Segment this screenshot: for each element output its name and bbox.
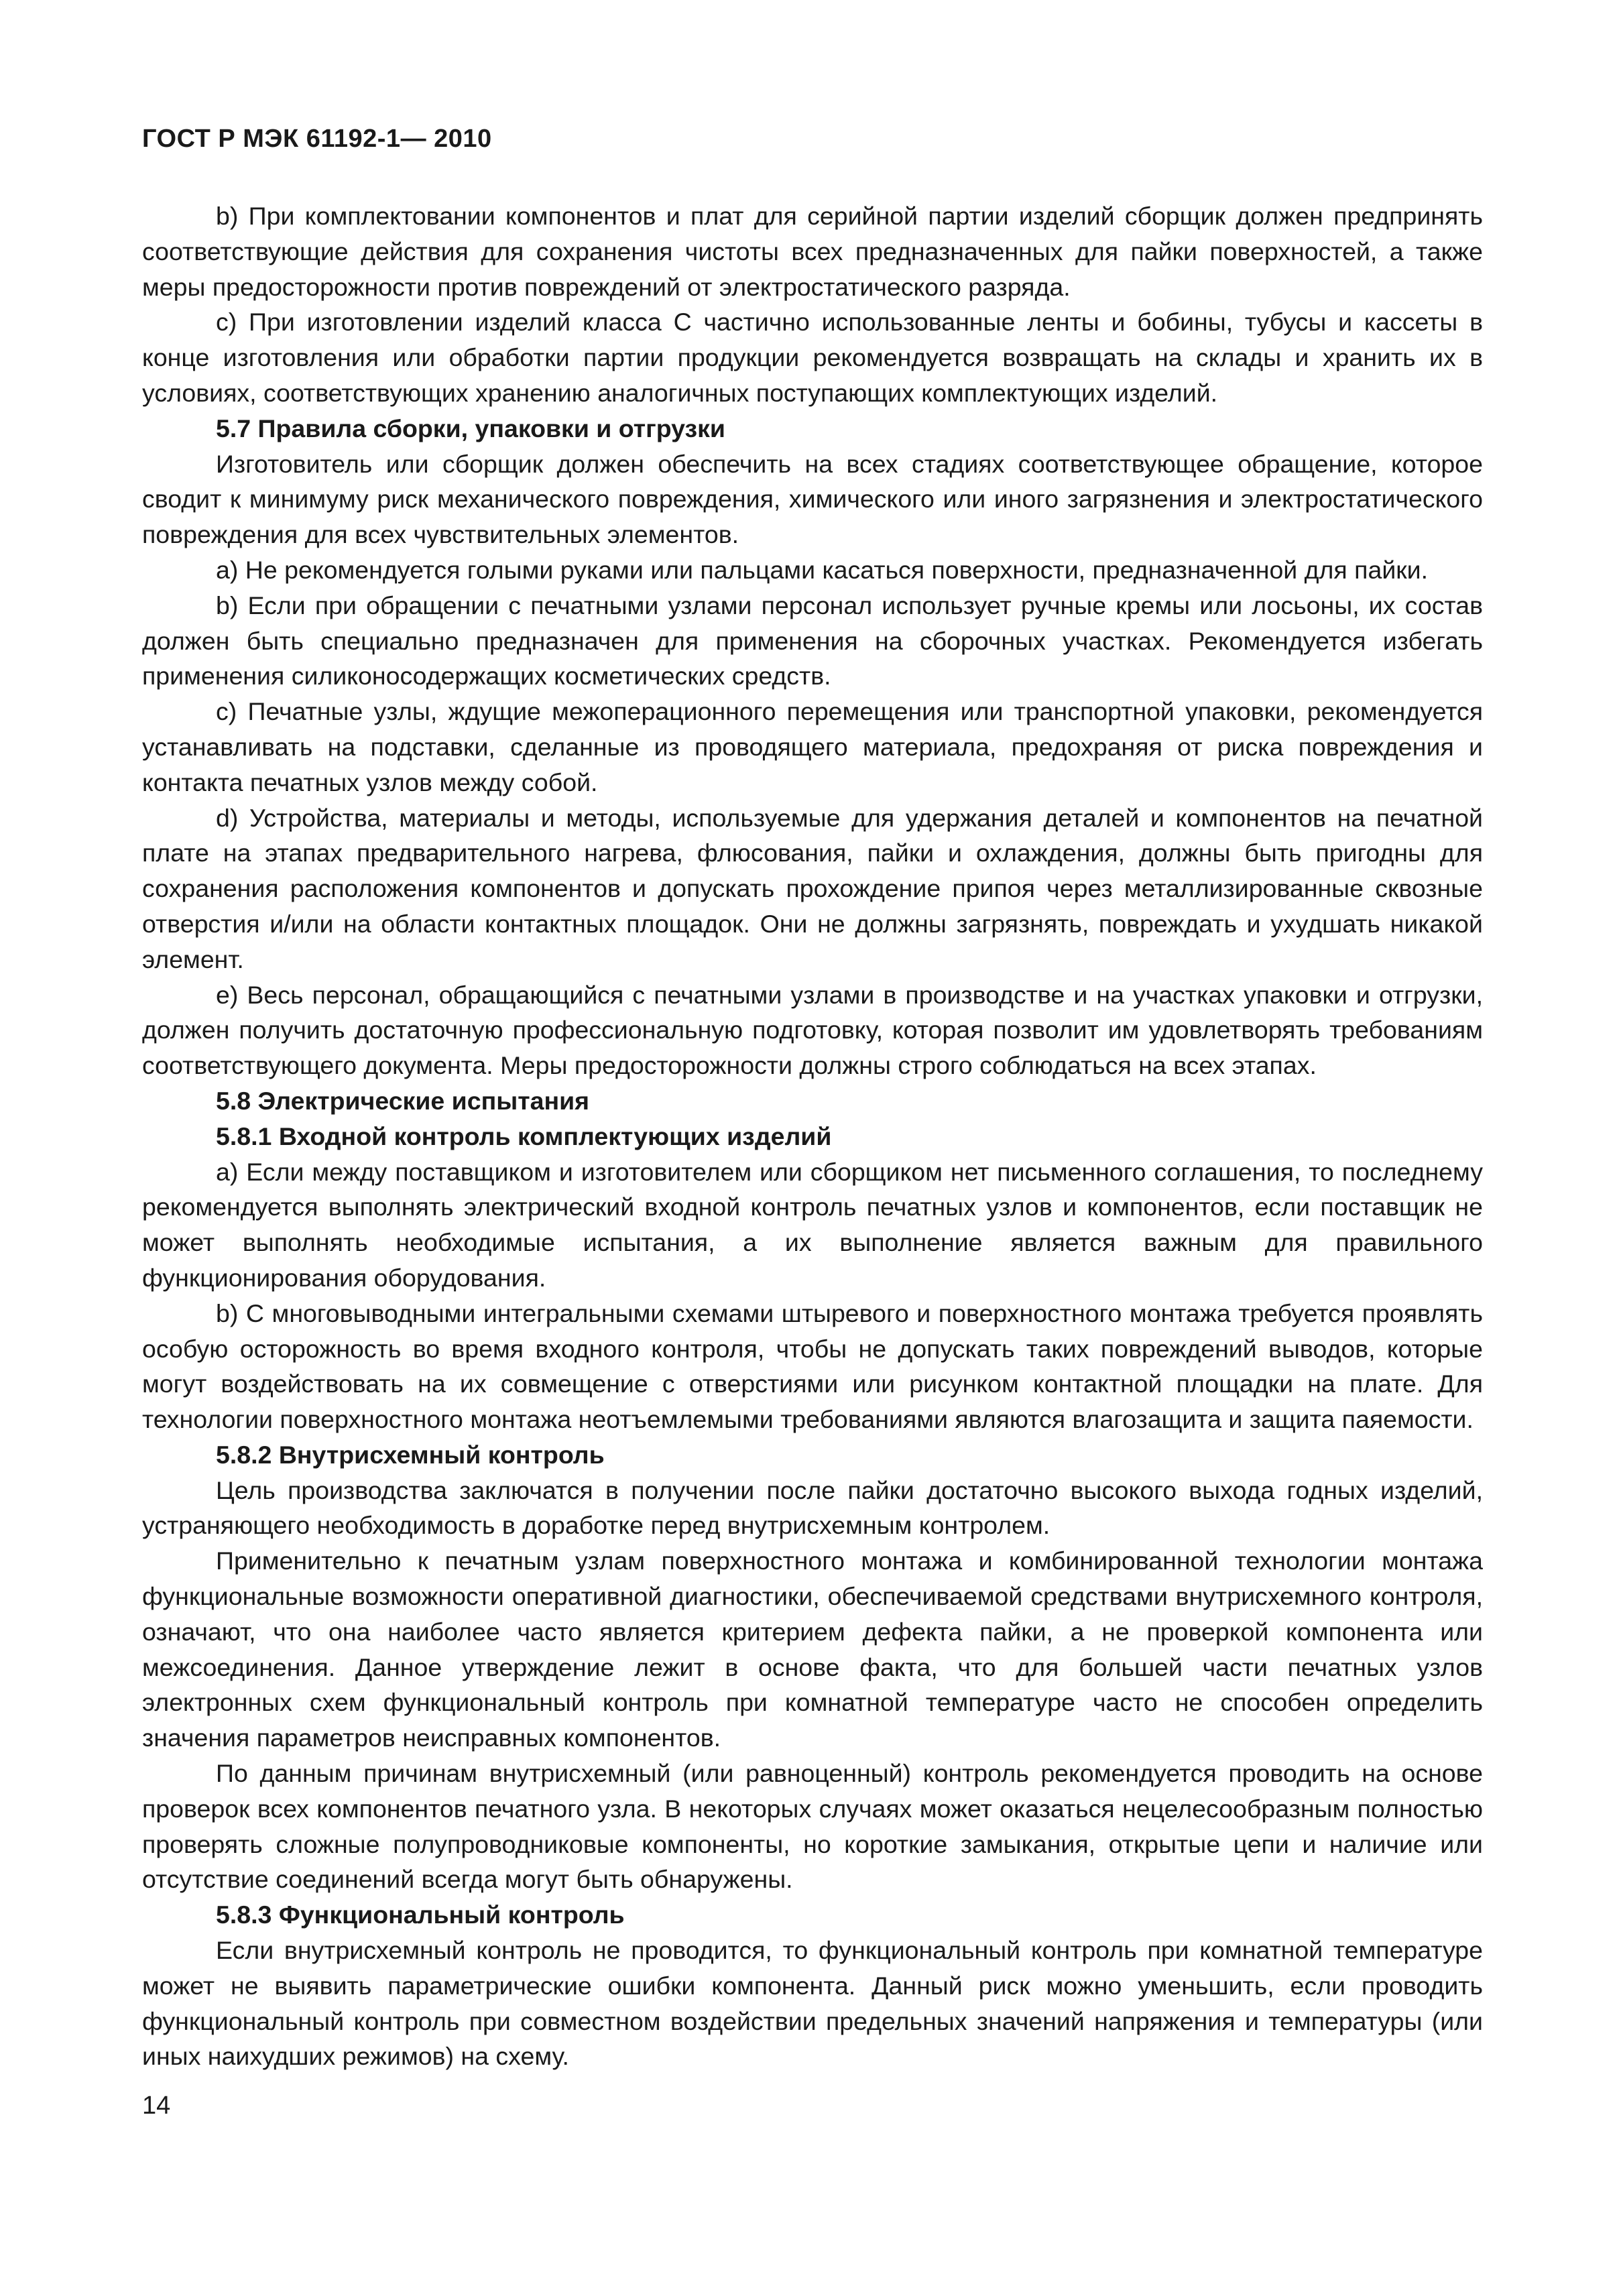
paragraph: b) С многовыводными интегральными схемами штыревого и поверхностного монтажа требуется проявлять особую осторожность во время входного контроля, чтобы не допускать таких повреждений выводов, которые могут воздействовать на их совмещение с отверстиями или рисунком контактной площадки на плате. Для технологии поверхностного монтажа неотъемлемыми требованиями являются влагозащита и защита паяемости. <box>142 1298 1483 1434</box>
paragraph: а) Если между поставщиком и изготовителем или сборщиком нет письменного соглашения, то последнему рекомендуется выполнять электрический входной контроль печатных узлов и компонентов, если поставщик не может выполнять необходимые испытания, а их выполнение является важным для правильного функционирования оборудования. <box>142 1157 1483 1292</box>
paragraph: Изготовитель или сборщик должен обеспечить на всех стадиях соответствующее обращение, которое сводит к минимуму риск механического повреждения, химического или иного загрязнения и электростатического повреждения для всех чувствительных элементов. <box>142 449 1483 549</box>
paragraph: b) Если при обращении с печатными узлами персонал использует ручные кремы или лосьоны, их состав должен быть специально предназначен для применения на сборочных участках. Рекомендуется избегать применения силиконосодержащих косметических средств. <box>142 591 1483 690</box>
paragraph: Применительно к печатным узлам поверхностного монтажа и комбинированной технологии монтажа функциональные возможности оперативной диагностики, обеспечиваемой средствами внутрисхемного контроля, означают, что она наиболее часто является критерием дефекта пайки, а не проверкой компонента или межсоединения. Данное утверждение лежит в основе факта, что для большей части печатных узлов электронных схем функциональный контроль при комнатной температуре часто не способен определить значения параметров неисправных компонентов. <box>142 1547 1483 1752</box>
subsection-heading: 5.8.1 Входной контроль комплектующих изделий <box>216 1122 832 1150</box>
paragraph: е) Весь персонал, обращающийся с печатными узлами в производстве и на участках упаковки и отгрузки, должен получить достаточную профессиональную подготовку, которая позволит им удовлетворять требованиям соответствующего документа. Меры предосторожности должны строго соблюдаться на всех этапах. <box>142 980 1483 1080</box>
document-body <box>142 198 1483 2074</box>
section-heading: 5.8 Электрические испытания <box>216 1086 590 1115</box>
paragraph: Цель производства заключатся в получении после пайки достаточно высокого выхода годных изделий, устраняющего необходимость в доработке перед внутрисхемным контролем. <box>142 1475 1483 1540</box>
page-number: 14 <box>142 2092 171 2120</box>
subsection-heading: 5.8.3 Функциональный контроль <box>216 1900 625 1929</box>
paragraph: с) Печатные узлы, ждущие межоперационного перемещения или транспортной упаковки, рекомендуется устанавливать на подставки, сделанные из проводящего материала, предохраняя от риска повреждения и контакта печатных узлов между собой. <box>142 697 1483 796</box>
paragraph: По данным причинам внутрисхемный (или равноценный) контроль рекомендуется проводить на основе проверок всех компонентов печатного узла. В некоторых случаях может оказаться нецелесообразным полностью проверять сложные полупроводниковые компоненты, но короткие замыкания, открытые цепи и наличие или отсутствие соединений всегда могут быть обнаружены. <box>142 1759 1483 1894</box>
section-heading: 5.7 Правила сборки, упаковки и отгрузки <box>216 414 725 442</box>
paragraph: с) При изготовлении изделий класса С частично использованные ленты и бобины, тубусы и кассеты в конце изготовления или обработки партии продукции рекомендуется возвращать на склады и хранить их в условиях, соответствующих хранению аналогичных поступающих комплектующих изделий. <box>142 308 1483 407</box>
paragraph: b) При комплектовании компонентов и плат для серийной партии изделий сборщик должен предпринять соответствующие действия для сохранения чистоты всех предназначенных для пайки поверхностей, а также меры предосторожности против повреждений от электростатического разряда. <box>142 202 1483 301</box>
paragraph: d) Устройства, материалы и методы, используемые для удержания деталей и компонентов на печатной плате на этапах предварительного нагрева, флюсования, пайки и охлаждения, должны быть пригодны для сохранения расположения компонентов и допускать прохождение припоя через металлизированные сквозные отверстия и/или на области контактных площадок. Они не должны загрязнять, повреждать и ухудшать никакой элемент. <box>142 803 1483 973</box>
document-header: ГОСТ Р МЭК 61192-1— 2010 <box>142 125 492 153</box>
paragraph: Если внутрисхемный контроль не проводится, то функциональный контроль при комнатной температуре может не выявить параметрические ошибки компонента. Данный риск можно уменьшить, если проводить функциональный контроль при совместном воздействии предельных значений напряжения и температуры (или иных наихудших режимов) на схему. <box>142 1936 1483 2071</box>
subsection-heading: 5.8.2 Внутрисхемный контроль <box>216 1440 605 1469</box>
paragraph: а) Не рекомендуется голыми руками или пальцами касаться поверхности, предназначенной для пайки. <box>216 555 1429 584</box>
